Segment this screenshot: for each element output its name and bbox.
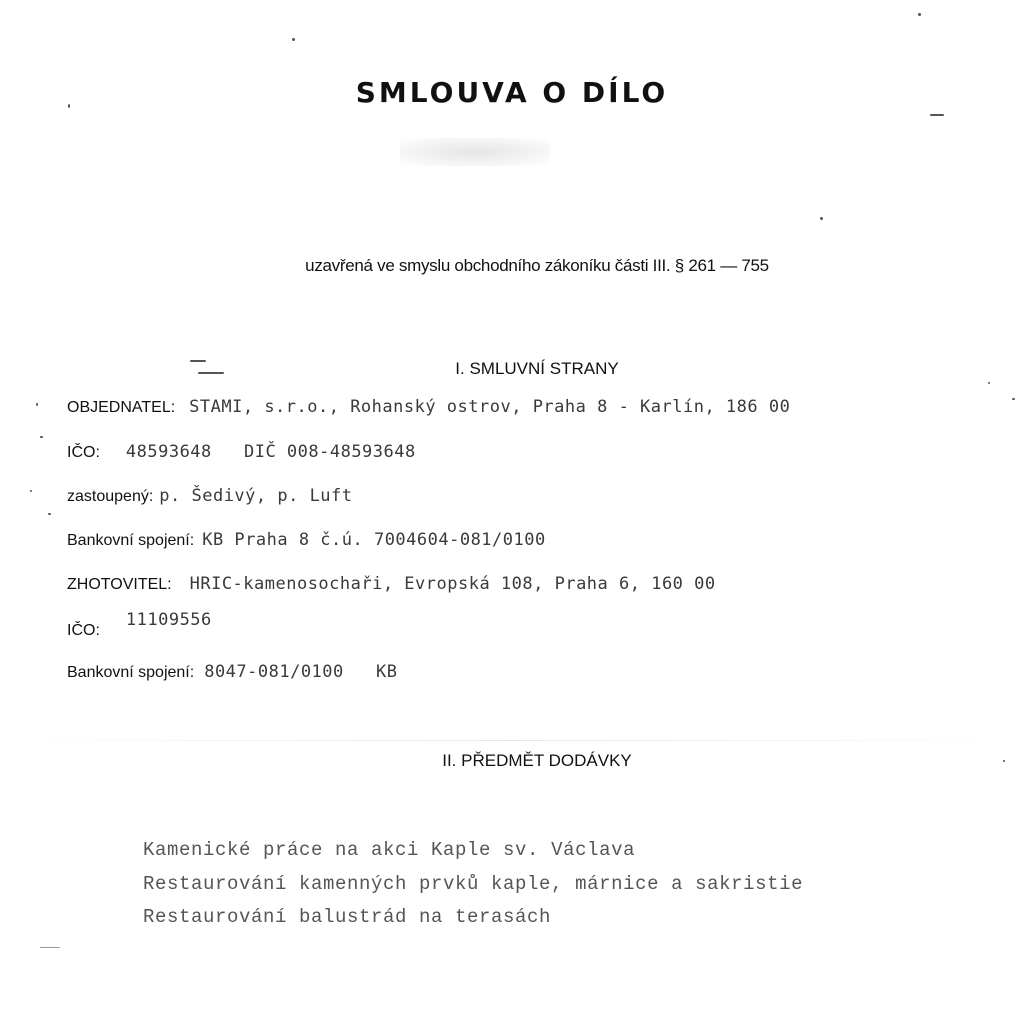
ico-row-objednatel [67, 442, 416, 462]
ico-label: IČO: [67, 444, 100, 461]
scan-speck [820, 217, 823, 220]
bank-value: 8047-081/0100 KB [204, 662, 398, 682]
scan-speck [30, 490, 32, 492]
objednatel-value: STAMI, s.r.o., Rohanský ostrov, Praha 8 - Karlín, 186 00 [189, 397, 791, 417]
bank-label: Bankovní spojení: [67, 664, 195, 681]
zhotovitel-value: HRIC-kamenosochaři, Evropská 108, Praha 6, 160 00 [189, 574, 716, 594]
scan-speck [40, 436, 43, 438]
section-heading-subject: II. PŘEDMĚT DODÁVKY [442, 751, 632, 770]
scan-speck [40, 947, 60, 948]
ico-label: IČO: [67, 622, 100, 639]
section-heading-parties: I. SMLUVNÍ STRANY [455, 359, 619, 378]
scan-speck [68, 104, 70, 108]
zastoupeny-value: p. Šedivý, p. Luft [159, 486, 353, 506]
objednatel-label: OBJEDNATEL: [67, 399, 176, 416]
bank-row-objednatel [67, 530, 546, 550]
zhotovitel-row [67, 574, 716, 594]
document-subtitle: uzavřená ve smyslu obchodního zákoníku části III. § 261 — 755 [305, 256, 769, 275]
bank-row-zhotovitel [67, 662, 397, 682]
scan-speck [988, 382, 990, 384]
bank-label: Bankovní spojení: [67, 532, 195, 549]
scan-speck [292, 38, 295, 41]
subject-line: Kamenické práce na akci Kaple sv. Václava [143, 839, 636, 861]
ico-value: 11109556 [125, 610, 212, 630]
scan-speck [918, 13, 921, 16]
objednatel-row [67, 397, 790, 417]
zhotovitel-label: ZHOTOVITEL: [67, 576, 172, 593]
scan-speck [1003, 760, 1005, 762]
scan-speck [190, 360, 206, 362]
bank-value: KB Praha 8 č.ú. 7004604-081/0100 [202, 530, 546, 550]
zastoupeny-label: zastoupený: [67, 488, 154, 505]
subject-line: Restaurování balustrád na terasách [143, 906, 552, 928]
scan-speck [1012, 398, 1015, 400]
document-title: SMLOUVA O DÍLO [355, 76, 669, 109]
scan-speck [48, 513, 51, 515]
scan-smudge [400, 138, 550, 166]
subject-line: Restaurování kamenných prvků kaple, márnice a sakristie [143, 873, 804, 895]
zastoupeny-row [67, 486, 353, 506]
ico-row-zhotovitel [67, 610, 212, 639]
scan-fold-line [0, 740, 1024, 741]
scan-speck [198, 372, 224, 374]
scan-speck [36, 403, 38, 406]
ico-dic-value: 48593648 DIČ 008-48593648 [125, 442, 416, 462]
scan-speck [930, 114, 944, 116]
